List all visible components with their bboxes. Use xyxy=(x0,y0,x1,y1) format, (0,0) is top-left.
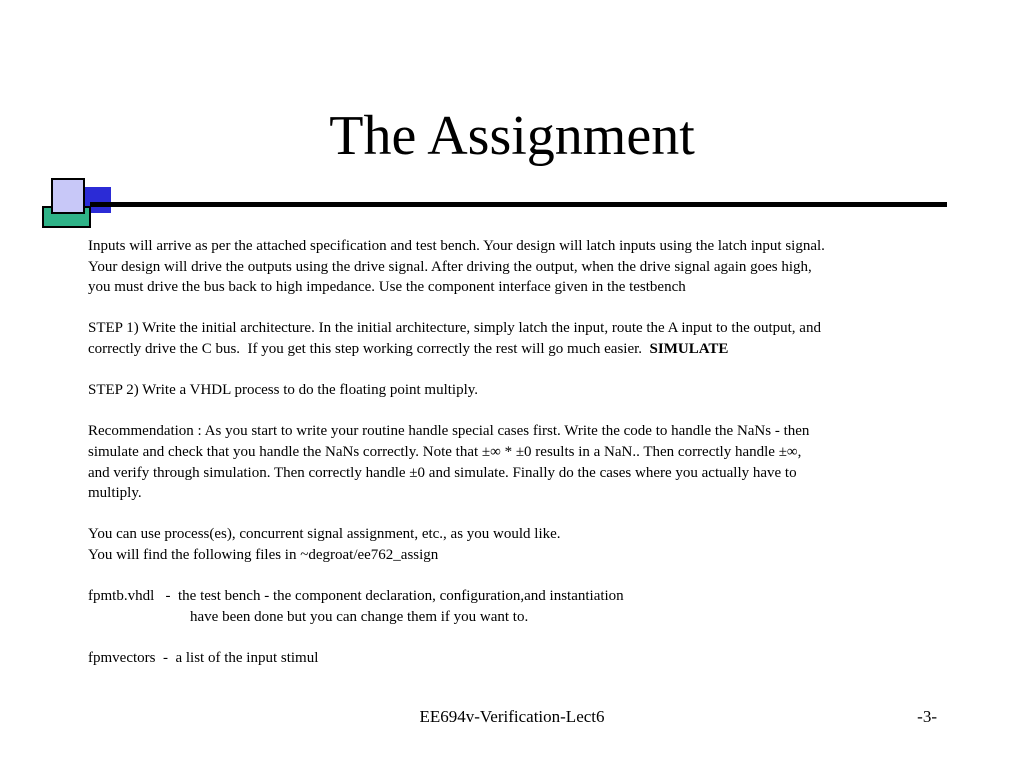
usage-paragraph xyxy=(88,524,958,565)
text-line: fpmtb.vhdl - the test bench - the component declaration, configuration,and instantiation xyxy=(88,588,624,605)
text-line: fpmvectors - a list of the input stimul xyxy=(88,649,319,666)
recommendation-paragraph xyxy=(88,421,958,503)
text-line: Your design will drive the outputs using the drive signal. After driving the output, when the drive signal again goes high, xyxy=(88,258,812,275)
file-fpmtb xyxy=(88,586,958,627)
decor-lavender-square xyxy=(51,178,85,214)
text-line: you must drive the bus back to high impedance. Use the component interface given in the testbench xyxy=(88,279,686,296)
text-line: and verify through simulation. Then correctly handle ±0 and simulate. Finally do the cases where you actually have to xyxy=(88,464,797,481)
text-line: STEP 1) Write the initial architecture. In the initial architecture, simply latch the input, route the A input to the output, and xyxy=(88,320,821,337)
file-fpmvectors xyxy=(88,648,958,669)
step1-paragraph xyxy=(88,318,958,359)
text-line: multiply. xyxy=(88,485,142,502)
page-number: -3- xyxy=(917,707,937,726)
text-line: You can use process(es), concurrent signal assignment, etc., as you would like. xyxy=(88,526,561,543)
footer-title: EE694v-Verification-Lect6 xyxy=(419,707,605,726)
intro-paragraph xyxy=(88,236,958,298)
slide-body xyxy=(88,236,958,689)
text-span: correctly drive the C bus. If you get this step working correctly the rest will go much easier. xyxy=(88,340,650,357)
simulate-emphasis: SIMULATE xyxy=(649,340,729,357)
text-line xyxy=(88,339,958,360)
title-rule xyxy=(90,202,947,207)
text-line: simulate and check that you handle the NaNs correctly. Note that ±∞ * ±0 results in a NaN.. Then correctly handle ±∞, xyxy=(88,443,802,460)
step2-paragraph xyxy=(88,380,958,401)
text-line: have been done but you can change them if you want to. xyxy=(190,608,529,625)
slide-title: The Assignment xyxy=(329,105,695,167)
text-line: STEP 2) Write a VHDL process to do the floating point multiply. xyxy=(88,382,479,399)
text-line: You will find the following files in ~degroat/ee762_assign xyxy=(88,546,439,563)
text-line: Inputs will arrive as per the attached specification and test bench. Your design will latch inputs using the latch input signal. xyxy=(88,238,825,254)
text-line: Recommendation : As you start to write your routine handle special cases first. Write the code to handle the NaNs - then xyxy=(88,423,810,440)
